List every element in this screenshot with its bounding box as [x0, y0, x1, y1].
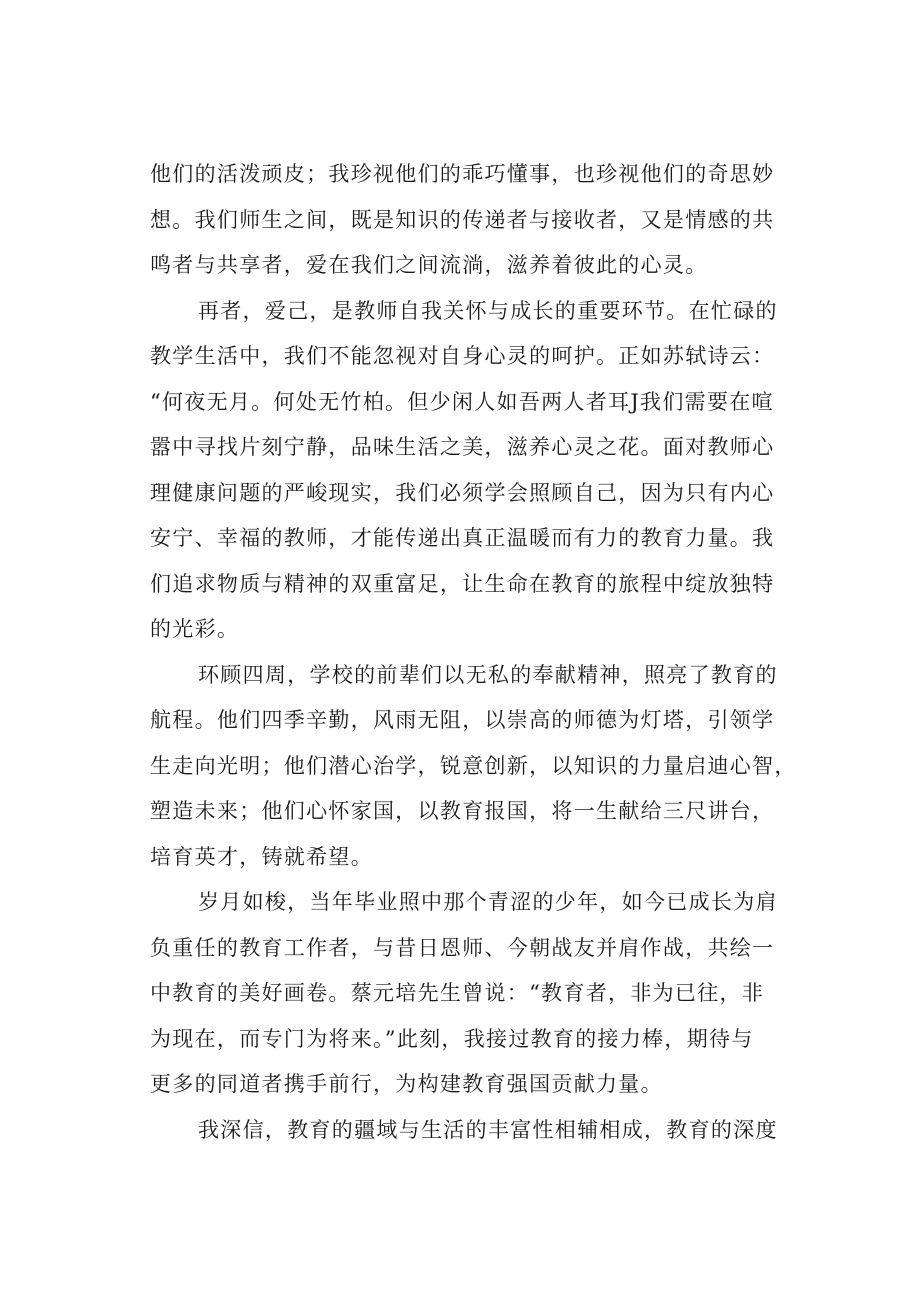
text-line: 嚣中寻找片刻宁静，品味生活之美，滋养心灵之花。面对教师心 — [150, 435, 775, 459]
text-line: 他们的活泼顽皮；我珍视他们的乖巧懂事，也珍视他们的奇思妙 — [150, 162, 775, 186]
text-line: 中教育的美好画卷。蔡元培先生曾说：“教育者，非为已往，非 — [150, 981, 765, 1005]
paragraph-start-line: 环顾四周，学校的前辈们以无私的奉献精神，照亮了教育的 — [198, 662, 778, 687]
paragraph-start-line: 我深信，教育的疆域与生活的丰富性相辅相成，教育的深度 — [198, 1117, 778, 1142]
text-line: 生走向光明；他们潜心治学，锐意创新，以知识的力量启迪心智， — [150, 753, 797, 778]
text-line: 教学生活中，我们不能忽视对自身心灵的呵护。正如苏轼诗云： — [150, 344, 775, 368]
paragraph-start-line: 再者，爱己，是教师自我关怀与成长的重要环节。在忙碌的 — [198, 298, 778, 323]
text-line: 的光彩。 — [150, 617, 240, 641]
text-line: 航程。他们四季辛勤，风雨无阻，以崇高的师德为灯塔，引领学 — [150, 708, 775, 732]
body-text — [150, 152, 810, 1153]
text-line: 培育英才，铸就希望。 — [150, 844, 373, 869]
text-line: 负重任的教育工作者，与昔日恩师、今朝战友并肩作战，共绘一 — [150, 935, 775, 960]
text-line: 们追求物质与精神的双重富足，让生命在教育的旅程中绽放独特 — [150, 571, 775, 596]
text-line: 想。我们师生之间，既是知识的传递者与接收者，又是情感的共 — [150, 207, 775, 232]
text-line: 安宁、幸福的教师，才能传递出真正温暖而有力的教育力量。我 — [150, 526, 775, 550]
text-line: 鸣者与共享者，爱在我们之间流淌，滋养着彼此的心灵。 — [150, 253, 708, 277]
text-line: 塑造未来；他们心怀家国，以教育报国，将一生献给三尺讲台， — [150, 799, 775, 823]
text-line: 理健康问题的严峻现实，我们必须学会照顾自己，因为只有内心 — [150, 480, 775, 505]
paragraph-start-line: 岁月如梭，当年毕业照中那个青涩的少年，如今已成长为肩 — [198, 890, 778, 914]
text-line: “何夜无月。何处无竹柏。但少闲人如吾两人者耳J我们需要在喧 — [150, 389, 774, 414]
text-line: 更多的同道者携手前行，为构建教育强国贡献力量。 — [150, 1072, 663, 1096]
text-line: 为现在，而专门为将来。”此刻，我接过教育的接力棒，期待与 — [150, 1026, 754, 1051]
